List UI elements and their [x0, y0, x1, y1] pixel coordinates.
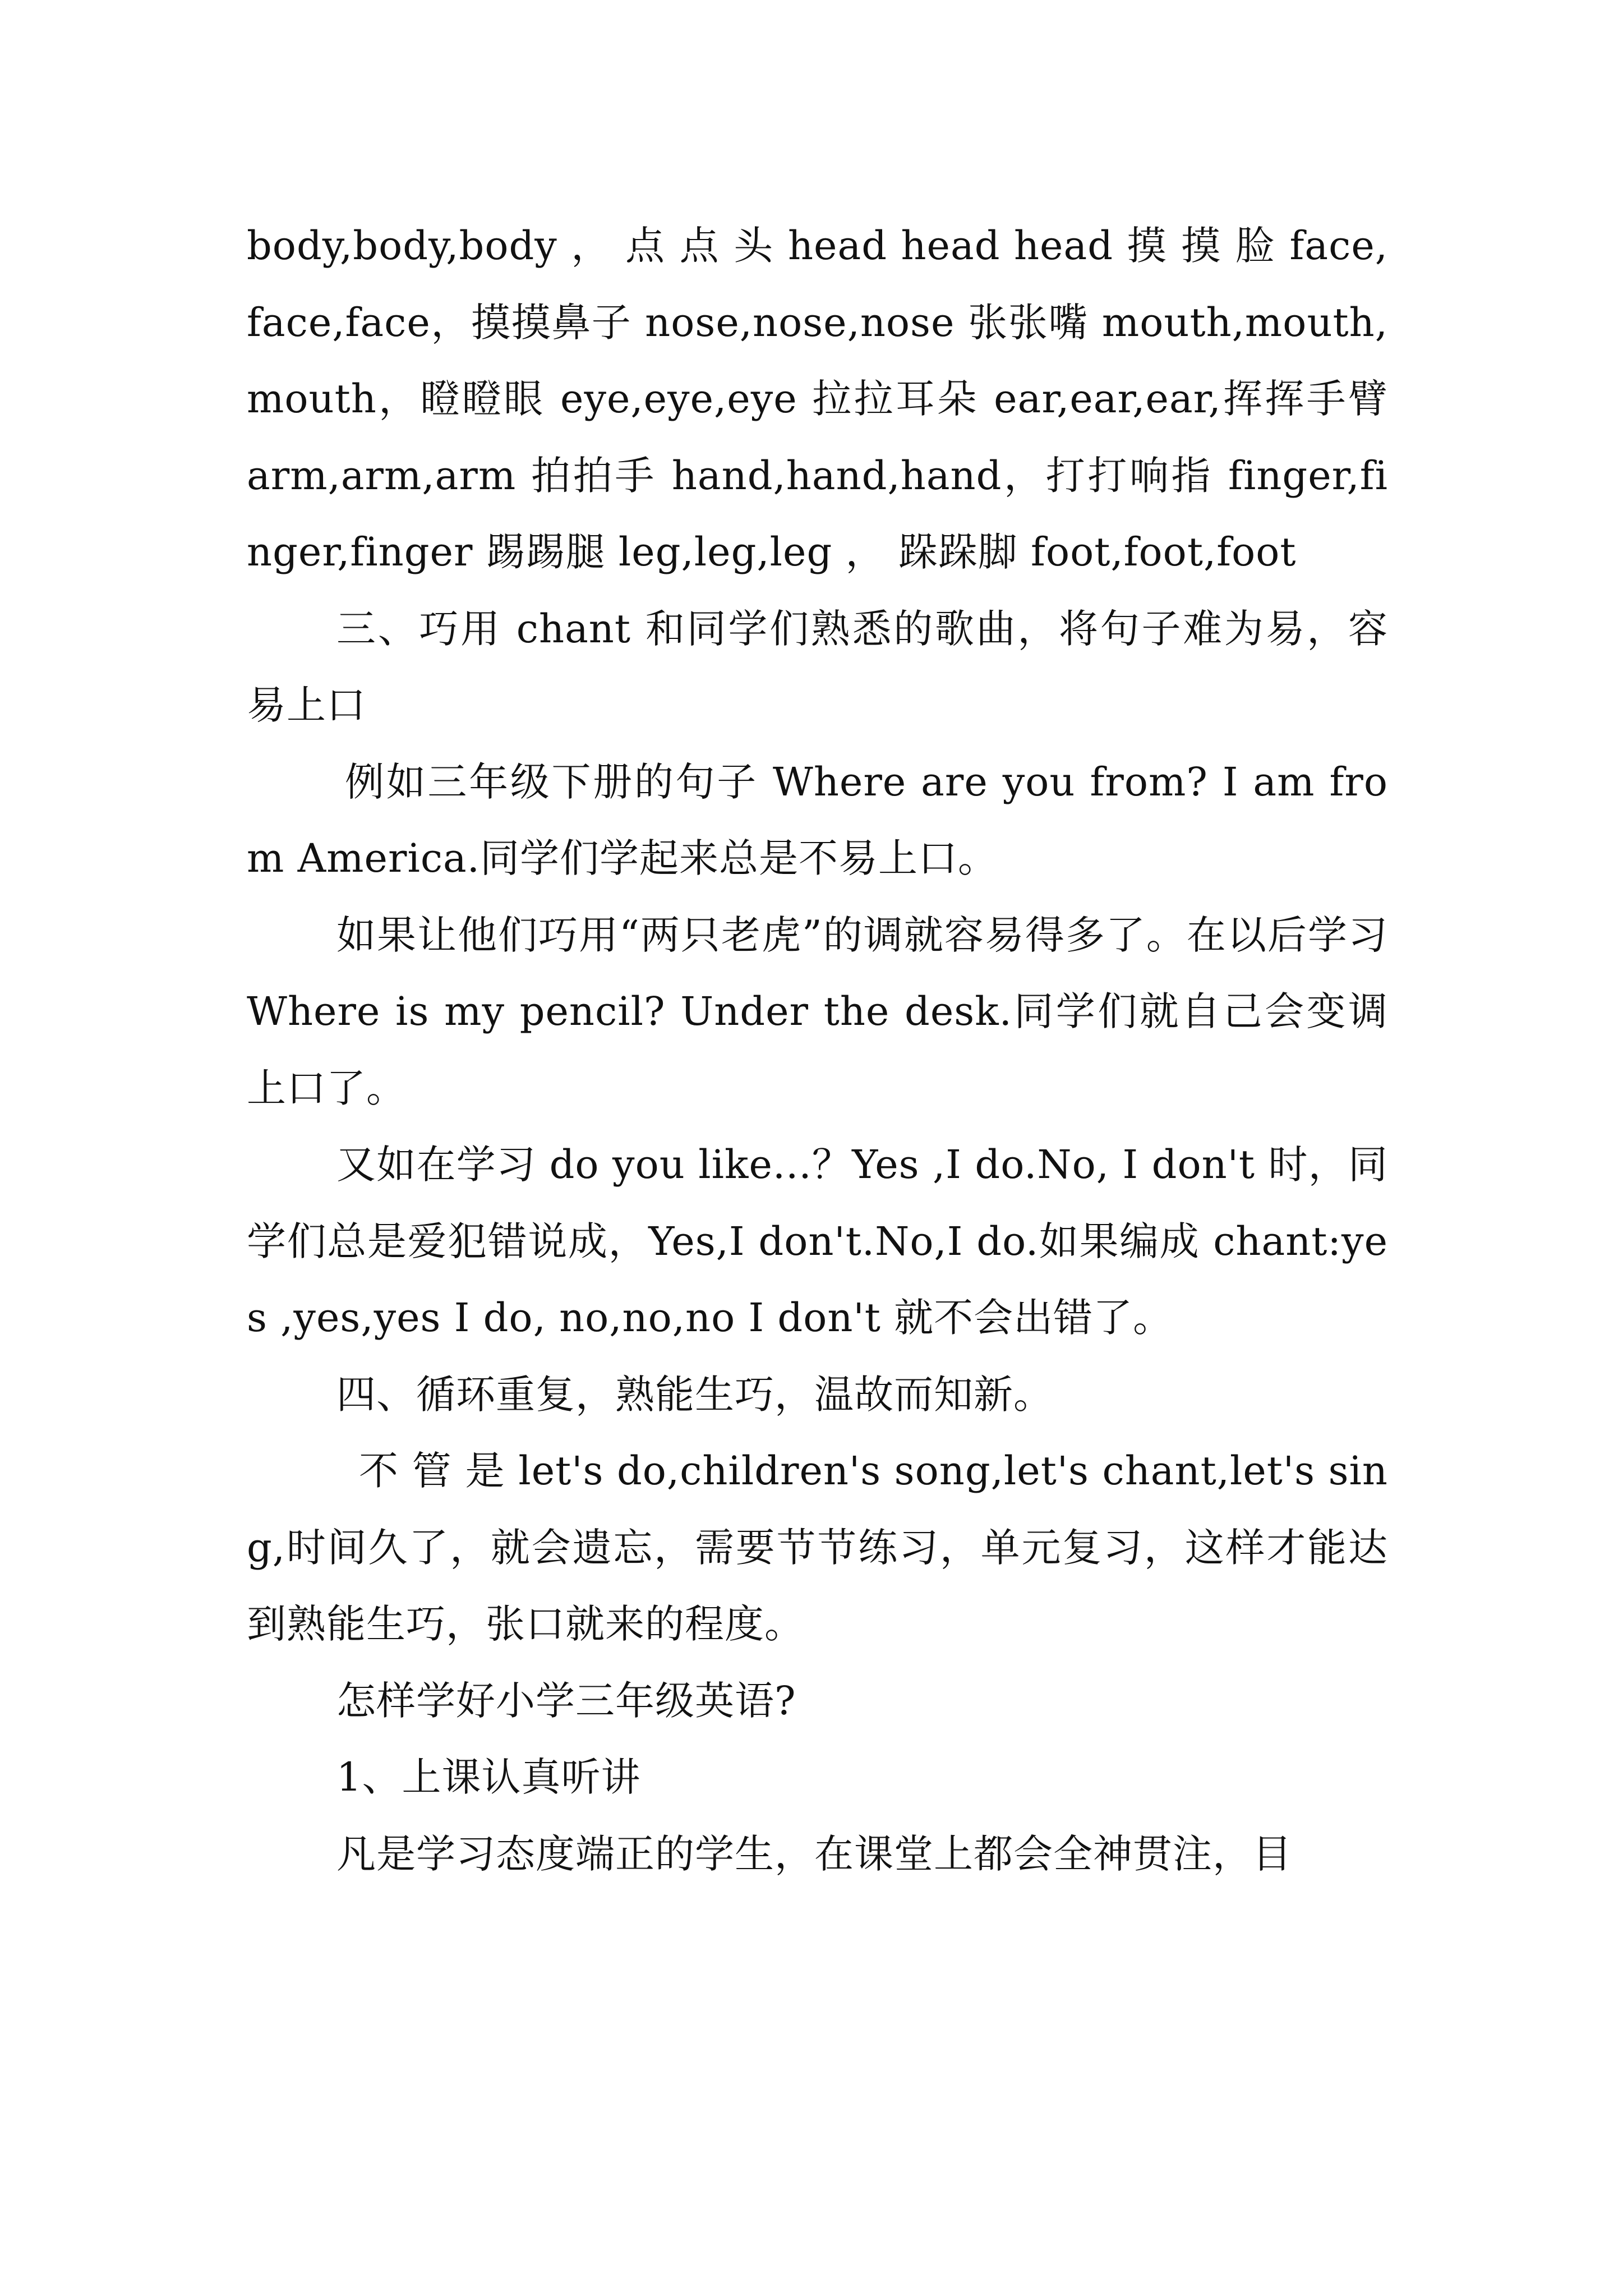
paragraph-example-where-from: 例如三年级下册的句子 Where are you from? I am from America.同学们学起来总是不易上口。 — [247, 758, 1388, 881]
paragraph-two-tigers: 如果让他们巧用“两只老虎”的调就容易得多了。在以后学习 Where is my pencil? Under the desk.同学们就自己会变调上口了。 — [247, 912, 1388, 1111]
question-heading: 怎样学好小学三年级英语? — [336, 1677, 796, 1724]
document-body — [247, 208, 1388, 1892]
section-heading-three: 三、巧用 chant 和同学们熟悉的歌曲，将句子难为易，容易上口 — [247, 605, 1388, 728]
paragraph-review-practice: 不 管 是 let's do,children's song,let's chant,let's sing,时间久了，就会遗忘，需要节节练习，单元复习，这样才能达到熟能生巧，张口就来的程度。 — [247, 1448, 1388, 1647]
paragraph-attentive-students: 凡是学习态度端正的学生，在课堂上都会全神贯注，目 — [336, 1830, 1292, 1877]
paragraph-body-parts-chant: body,body,body ， 点 点 头 head head head 摸 摸 脸 face,face,face，摸摸鼻子 nose,nose,nose 张张嘴 mouth,mouth,mouth，瞪瞪眼 eye,eye,eye 拉拉耳朵 ear,ear,ear,挥挥手臂 arm,arm,arm 拍拍手 hand,hand,hand，打打响指 finger,finger,finger 踢踢腿 leg,leg,leg ， 跺跺脚 foot,foot,foot — [247, 223, 1388, 575]
paragraph-do-you-like: 又如在学习 do you like...？Yes ,I do.No, I don't 时，同学们总是爱犯错说成，Yes,I don't.No,I do.如果编成 chant:yes ,yes,yes I do, no,no,no I don't 就不会出错了。 — [247, 1142, 1388, 1341]
subheading-listen-in-class: 1、上课认真听讲 — [336, 1754, 641, 1800]
section-heading-four: 四、循环重复，熟能生巧，温故而知新。 — [336, 1371, 1053, 1418]
